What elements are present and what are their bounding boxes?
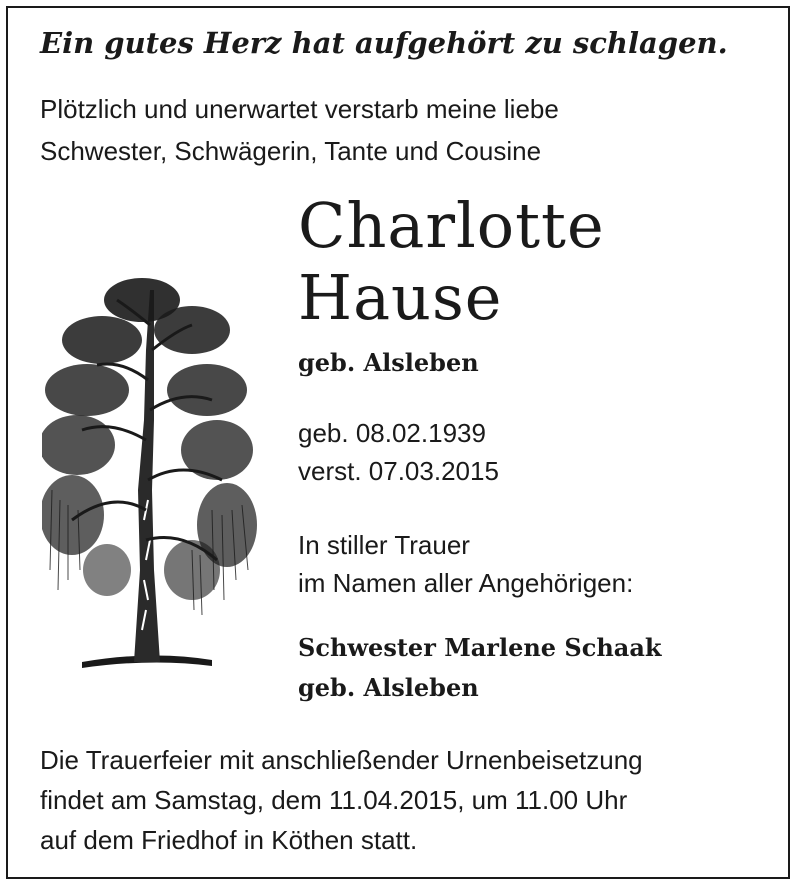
ceremony-info <box>40 740 643 860</box>
mourning-line-1: In stiller Trauer <box>298 530 470 560</box>
signer-maiden-name: geb. Alsleben <box>298 673 479 702</box>
signer-name: Schwester Marlene Schaak <box>298 633 662 662</box>
intro-text <box>40 88 760 172</box>
intro-line-1: Plötzlich und unerwartet verstarb meine liebe <box>40 94 559 124</box>
intro-line-2: Schwester, Schwägerin, Tante und Cousine <box>40 136 542 166</box>
signer <box>298 628 662 708</box>
birth-date: geb. 08.02.1939 <box>298 418 486 448</box>
headline: Ein gutes Herz hat aufgehört zu schlagen. <box>40 26 728 60</box>
deceased-last-name: Hause <box>298 261 503 334</box>
ceremony-line-1: Die Trauerfeier mit anschließender Urnenbeisetzung <box>40 745 643 775</box>
ceremony-line-3: auf dem Friedhof in Köthen statt. <box>40 825 418 855</box>
deceased-first-name: Charlotte <box>298 189 605 262</box>
birch-tree-icon <box>42 270 262 670</box>
death-date: verst. 07.03.2015 <box>298 456 499 486</box>
deceased-name <box>298 190 605 334</box>
deceased-maiden-name: geb. Alsleben <box>298 348 479 377</box>
life-dates <box>298 414 499 490</box>
ceremony-line-2: findet am Samstag, dem 11.04.2015, um 11.00 Uhr <box>40 785 628 815</box>
mourning-line-2: im Namen aller Angehörigen: <box>298 568 634 598</box>
mourning-text <box>298 526 633 602</box>
